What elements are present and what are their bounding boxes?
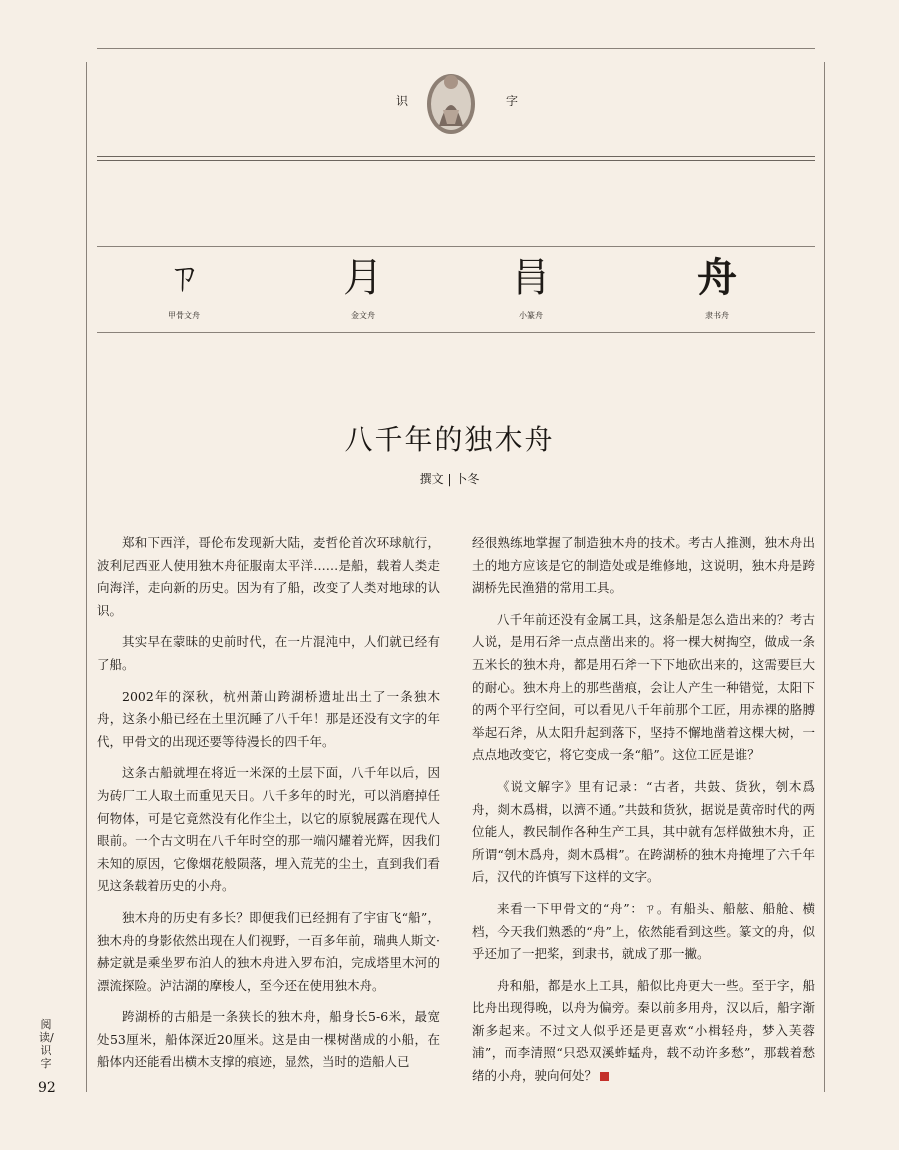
paragraph: 2002年的深秋，杭州萧山跨湖桥遗址出土了一条独木舟，这条小船已经在土里沉睡了八千年！那是还没有文字的年代，甲骨文的出现还要等待漫长的四千年。 [97, 688, 440, 749]
article-byline: 撰文 | 卜冬 [419, 472, 480, 486]
column-label-text: 阅读/识字 [39, 1018, 54, 1070]
paragraph-last [472, 975, 815, 1088]
paragraph: 郑和下西洋，哥伦布发现新大陆，麦哲伦首次环球航行，波利尼西亚人使用独木舟征服南太平洋……是船，载着人类走向海洋，走向新的历史。因为有了船，改变了人类对地球的认识。 [97, 535, 440, 618]
column-label [39, 1018, 53, 1070]
paragraph: 《说文解字》里有记录：“古者，共鼓、货狄，刳木爲舟，剡木爲楫，以濟不通。”共鼓和货狄，据说是黄帝时代的两位能人，教民制作各种生产工具，其中就有怎样做独木舟，正所谓“刳木爲舟，剡木爲楫”。在跨湖桥的独木舟掩埋了六千年后，汉代的许慎写下这样的文字。 [472, 778, 815, 885]
left-frame-rule [86, 62, 87, 1092]
paragraph: 八千年前还没有金属工具，这条船是怎么造出来的？考古人说，是用石斧一点点凿出来的。将一棵大树掏空，做成一条五米长的独木舟，都是用石斧一下下地砍出来的，这需要巨大的耐心。独木舟上的那些凿痕，会让人产生一种错觉，太阳下的两个平行空间，可以看见八千年前那个工匠，用赤裸的胳膊举起石斧，从太阳升起到落下，坚持不懈地凿着这棵大树，一点点地改变它，将它变成一条“船”。这位工匠是谁？ [472, 611, 815, 763]
glyph-seal-char: 肙 [511, 255, 551, 301]
paragraph-continuation: 经很熟练地掌握了制造独木舟的技术。考古人推测，独木舟出土的地方应该是它的制造处或是维修地，这说明，独木舟是跨湖桥先民渔猎的常用工具。 [472, 535, 815, 596]
glyph-oracle-bone [124, 256, 244, 321]
top-rule [97, 48, 815, 49]
left-column [97, 532, 440, 1083]
end-mark-icon [600, 1072, 609, 1081]
glyph-bronze-caption: 金文舟 [351, 311, 375, 320]
paragraph: 来看一下甲骨文的“舟”：ㄗ。有船头、船舷、船舱、横档，今天我们熟悉的“舟”上，依然能看到这些。篆文的舟，似乎还加了一把桨，到隶书，就成了那一撇。 [472, 900, 815, 962]
paragraph: 其实早在蒙昧的史前时代，在一片混沌中，人们就已经有了船。 [97, 634, 440, 672]
glyph-band-bottom-rule [97, 332, 815, 333]
glyph-bronze-char: 月 [343, 255, 383, 301]
page-number: 92 [38, 1080, 56, 1096]
glyph-clerical-caption: 隶书舟 [705, 311, 729, 320]
paragraph: 这条古船就埋在将近一米深的土层下面，八千年以后，因为砖厂工人取土而重见天日。八千多年的时光，可以消磨掉任何物体，可是它竟然没有化作尘土，以它的原貌展露在现代人眼前。一个古文明在八千年时空的那一端闪耀着光辉，因我们未知的原因，它像烟花般陨落，埋入荒芜的尘土，直到我们看见这条载着历史的小舟。 [97, 765, 440, 894]
right-frame-rule [824, 62, 825, 1092]
glyph-band-top-rule [97, 246, 815, 247]
glyph-bronze [303, 256, 423, 321]
last-paragraph-text: 舟和船，都是水上工具，船似比舟更大一些。至于字，船比舟出现得晚，以舟为偏旁。秦以前多用舟，汉以后，船字渐渐多起来。不过文人似乎还是更喜欢“小楫轻舟，梦入芙蓉浦”，而李清照“只恐双溪蚱蜢舟，载不动许多愁”，那载着愁绪的小舟，驶向何处？ [472, 977, 815, 1084]
glyph-oracle-char: ㄗ [165, 257, 202, 298]
emblem-icon [425, 64, 477, 136]
article-title: 八千年的独木舟 [344, 423, 555, 456]
right-column [472, 532, 815, 1097]
glyph-clerical-char: 舟 [697, 254, 737, 301]
section-label-left: 识 [396, 94, 410, 108]
paragraph: 独木舟的历史有多长？即便我们已经拥有了宇宙飞“船”，独木舟的身影依然出现在人们视野，一百多年前，瑞典人斯文·赫定就是乘坐罗布泊人的独木舟进入罗布泊，完成塔里木河的漂流探险。泸沽湖的摩梭人，至今还在使用独木舟。 [97, 909, 440, 993]
glyph-oracle-caption: 甲骨文舟 [168, 311, 200, 320]
glyph-seal-caption: 小篆舟 [519, 311, 543, 320]
header-rule-1 [97, 156, 815, 157]
paragraph: 跨湖桥的古船是一条狭长的独木舟，船身长5-6米，最宽处53厘米，船体深近20厘米。这是由一棵树凿成的小船，在船体内还能看出横木支撑的痕迹，显然，当时的造船人已 [97, 1009, 440, 1070]
glyph-clerical [657, 256, 777, 321]
section-label-right: 字 [506, 94, 520, 108]
header-rule-2 [97, 160, 815, 161]
glyph-small-seal [471, 256, 591, 321]
